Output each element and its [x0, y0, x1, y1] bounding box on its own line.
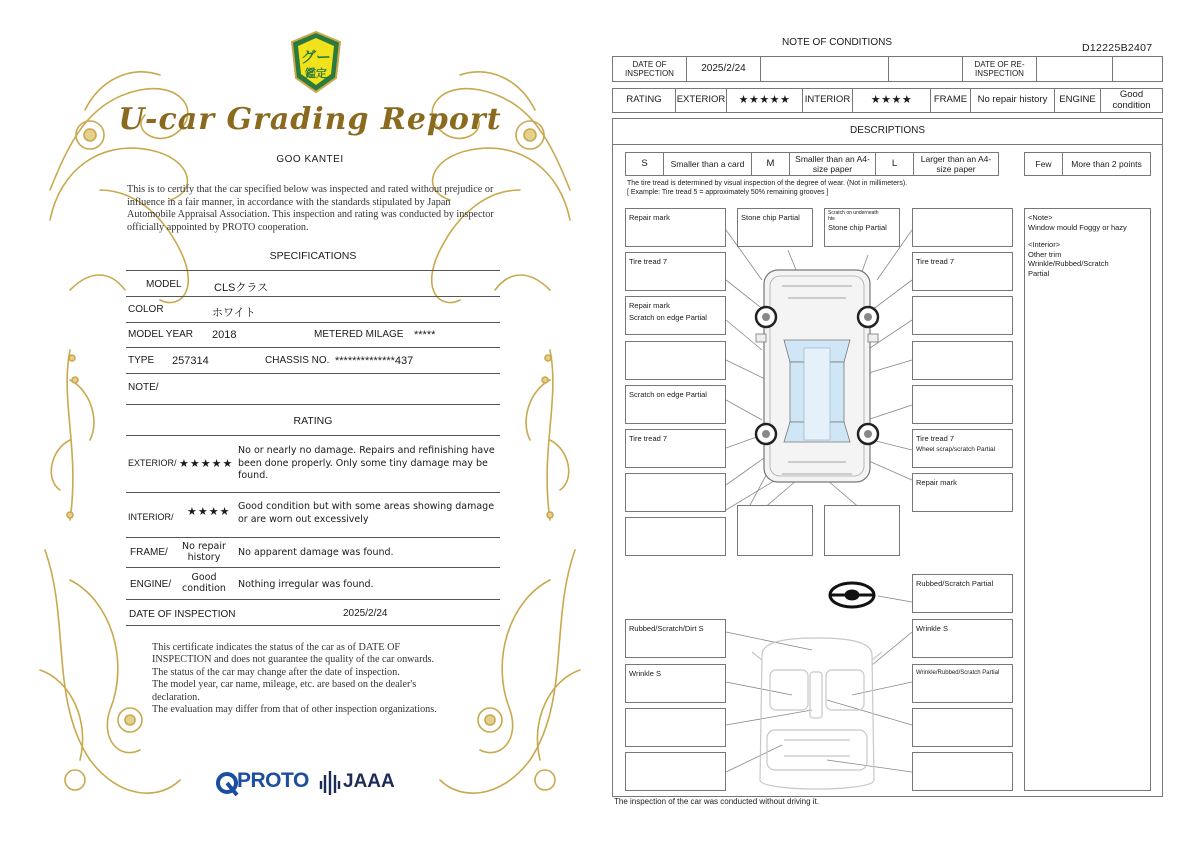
car-topview-icon	[756, 270, 878, 482]
type-value: 257314	[172, 355, 209, 367]
engine-label: ENGINE/	[130, 579, 172, 590]
spec-row-note	[126, 374, 500, 405]
specifications-heading: SPECIFICATIONS	[269, 250, 357, 262]
condition-box	[912, 341, 1013, 380]
tire-tread-note	[627, 179, 907, 197]
tire-note-line: The tire tread is determined by visual inspection of the degree of wear. (Not in millimeters).	[627, 180, 908, 187]
chassis-value: **************437	[335, 355, 414, 367]
condition-box	[625, 385, 726, 424]
rating-row-exterior	[126, 436, 500, 493]
empty-cell	[889, 57, 963, 81]
proto-logo-icon	[215, 771, 239, 797]
condition-box	[824, 208, 900, 247]
frame-value: No repair history	[182, 541, 226, 563]
interior-label: INTERIOR/	[128, 512, 174, 522]
reinspection-value	[1037, 57, 1113, 81]
reinspection-label: DATE OF RE-INSPECTION	[963, 57, 1037, 81]
condition-box	[912, 252, 1013, 291]
disclaimer-line: declaration.	[152, 691, 200, 703]
note-line: Partial	[1028, 268, 1050, 278]
condition-text: Wrinkle/Rubbed/Scratch Partial	[916, 670, 1000, 676]
frame-description: No apparent damage was found.	[238, 547, 394, 558]
color-value: ホワイト	[212, 307, 256, 319]
condition-text: Tire tread 7	[916, 257, 955, 266]
rating-row-frame	[126, 538, 500, 568]
condition-box	[625, 208, 726, 247]
model-year-label: MODEL YEAR	[128, 329, 194, 340]
condition-box	[625, 252, 726, 291]
legend-few: Few	[1025, 153, 1063, 175]
frame-label: FRAME/	[130, 547, 168, 558]
proto-logo-text: PROTO	[237, 769, 309, 792]
legend-few-desc: More than 2 points	[1071, 158, 1142, 169]
report-title: U-car Grading Report	[118, 102, 502, 137]
condition-text: Repair mark	[629, 213, 670, 222]
disclaimer-line: The status of the car may change after the date of inspection.	[152, 666, 400, 678]
disclaimer-line: The model year, car name, mileage, etc. are based on the dealer's	[152, 679, 417, 691]
model-year-value: 2018	[212, 329, 237, 341]
rating-row-date	[126, 600, 500, 626]
goo-kantei-badge-icon	[288, 30, 344, 94]
condition-box	[625, 429, 726, 468]
date-table	[612, 56, 1163, 82]
svg-text:鑑定: 鑑定	[305, 68, 327, 80]
svg-text:グー: グー	[300, 49, 332, 66]
interior-description: Good condition but with some areas showing damage or are worn out excessively	[238, 501, 495, 525]
condition-box	[625, 619, 726, 658]
condition-text: Rubbed/Scratch Partial	[916, 579, 994, 588]
condition-box	[912, 574, 1013, 613]
jaaa-logo-icon	[319, 769, 341, 797]
car-interior-icon	[752, 638, 882, 789]
certificate	[30, 20, 590, 830]
legend-s-desc: Smaller than a card	[664, 153, 752, 175]
condition-box	[912, 473, 1013, 512]
interior-stars: ★★★★	[187, 506, 231, 518]
exterior-description: No or nearly no damage. Repairs and refinishing have been done properly. Only some tiny damage may be found.	[238, 445, 495, 481]
engine-description: Nothing irregular was found.	[238, 579, 374, 590]
note-title: <Note>	[1028, 213, 1053, 222]
condition-box	[625, 752, 726, 791]
steering-wheel-icon	[830, 583, 874, 607]
interior-label: INTERIOR	[803, 89, 853, 112]
condition-box	[912, 208, 1013, 247]
condition-text: Wheel scrap/scratch Partial	[916, 446, 996, 453]
disclaimer	[152, 642, 492, 716]
condition-text: hte	[828, 216, 835, 222]
legend-m: M	[752, 153, 790, 175]
legend-m-desc: Smaller than an A4-size paper	[790, 153, 876, 175]
condition-text: Stone chip Partial	[828, 223, 887, 232]
disclaimer-line: The evaluation may differ from that of other inspection organizations.	[152, 704, 437, 716]
condition-text: Tire tread 7	[629, 257, 668, 266]
frame-value: No repair history	[971, 89, 1055, 112]
condition-box	[625, 296, 726, 335]
size-legend	[625, 152, 999, 176]
date-of-inspection-value: 2025/2/24	[687, 57, 761, 81]
report-code: D12225B2407	[1082, 42, 1153, 54]
condition-box	[625, 517, 726, 556]
report-subtitle: GOO KANTEI	[276, 154, 344, 165]
note-box	[1024, 208, 1151, 791]
chassis-label: CHASSIS NO.	[265, 355, 330, 366]
exterior-label: EXTERIOR	[676, 89, 727, 112]
engine-value: Good condition	[1112, 89, 1151, 111]
spec-row-model	[126, 271, 500, 297]
condition-text: Scratch on underneath	[828, 210, 879, 216]
interior-stars: ★★★★	[853, 89, 931, 112]
exterior-stars: ★★★★★	[179, 458, 234, 470]
condition-text: Stone chip Partial	[741, 213, 800, 222]
date-of-inspection-label: DATE OF INSPECTION	[613, 57, 687, 81]
note-line: Other trim	[1028, 249, 1062, 259]
condition-box	[912, 429, 1013, 468]
condition-text: Repair mark	[629, 301, 670, 310]
condition-text: Scratch on edge Partial	[629, 313, 707, 322]
exterior-stars: ★★★★★	[727, 89, 803, 112]
model-label: MODEL	[146, 279, 182, 290]
legend-l: L	[876, 153, 914, 175]
logo-row	[215, 768, 445, 800]
frame-label: FRAME	[931, 89, 971, 112]
spec-row-model-year	[126, 323, 500, 348]
disclaimer-line: This certificate indicates the status of the car as of DATE OF	[152, 642, 401, 653]
rating-heading: RATING	[293, 415, 333, 427]
date-of-inspection-value: 2025/2/24	[343, 608, 388, 619]
condition-box	[625, 473, 726, 512]
note-of-conditions-title: NOTE OF CONDITIONS	[782, 37, 892, 48]
color-label: COLOR	[128, 304, 164, 315]
descriptions-heading: DESCRIPTIONS	[849, 125, 925, 136]
exterior-label: EXTERIOR/	[128, 458, 177, 468]
legend-s: S	[626, 153, 664, 175]
tire-note-line: [ Example: Tire tread 5 = approximately 50% remaining grooves ]	[627, 189, 829, 196]
note-label: NOTE/	[128, 382, 159, 393]
disclaimer-line: INSPECTION and does not guarantee the quality of the car onwards.	[152, 654, 435, 666]
condition-text: Wrinkle S	[916, 624, 948, 633]
condition-box	[912, 752, 1013, 791]
empty-cell	[761, 57, 889, 81]
condition-box	[625, 341, 726, 380]
spec-row-type	[126, 348, 500, 374]
condition-text: Repair mark	[916, 478, 957, 487]
condition-text: Scratch on edge Partial	[629, 390, 707, 399]
empty-cell	[1113, 57, 1162, 81]
condition-box	[737, 505, 813, 556]
condition-text: Tire tread 7	[629, 434, 668, 443]
footer-note: The inspection of the car was conducted without driving it.	[614, 797, 819, 806]
condition-box	[625, 708, 726, 747]
legend-l-desc: Larger than an A4-size paper	[920, 153, 992, 174]
certification-statement: This is to certify that the car specified below was inspected and rated without prejudice or influence in a fair manner, in accordance with the standards stipulated by Japan Automobile Appraisal Association. This inspection and rating was conducted by inspector officially appointed by PROTO cooperation.	[127, 184, 494, 233]
condition-box	[912, 619, 1013, 658]
condition-text: Tire tread 7	[916, 434, 955, 443]
interior-title: <Interior>	[1028, 240, 1061, 250]
condition-box	[912, 296, 1013, 335]
note-line: Wrinkle/Rubbed/Scratch	[1028, 259, 1109, 269]
condition-box	[737, 208, 813, 247]
spec-row-color	[126, 297, 500, 323]
condition-box	[912, 664, 1013, 703]
condition-box	[912, 385, 1013, 424]
condition-box	[625, 664, 726, 703]
rating-row-interior	[126, 493, 500, 538]
rating-row-engine	[126, 568, 500, 600]
few-legend	[1024, 152, 1151, 176]
condition-text: Wrinkle S	[629, 669, 661, 678]
date-of-inspection-label: DATE OF INSPECTION	[129, 609, 236, 620]
engine-value: Good condition	[182, 572, 226, 594]
type-label: TYPE	[128, 355, 155, 366]
rating-label: RATING	[613, 89, 676, 112]
note-line: Window mould Foggy or hazy	[1028, 222, 1127, 232]
rating-table	[612, 88, 1163, 113]
jaaa-logo-text: JAAA	[343, 771, 395, 792]
engine-label: ENGINE	[1055, 89, 1101, 112]
condition-box	[912, 708, 1013, 747]
mileage-value: *****	[414, 329, 436, 341]
divider	[612, 144, 1163, 145]
model-value: CLSクラス	[214, 282, 269, 294]
condition-text: Rubbed/Scratch/Dirt S	[629, 624, 704, 633]
condition-box	[824, 505, 900, 556]
mileage-label: METERED MILAGE	[314, 329, 404, 340]
